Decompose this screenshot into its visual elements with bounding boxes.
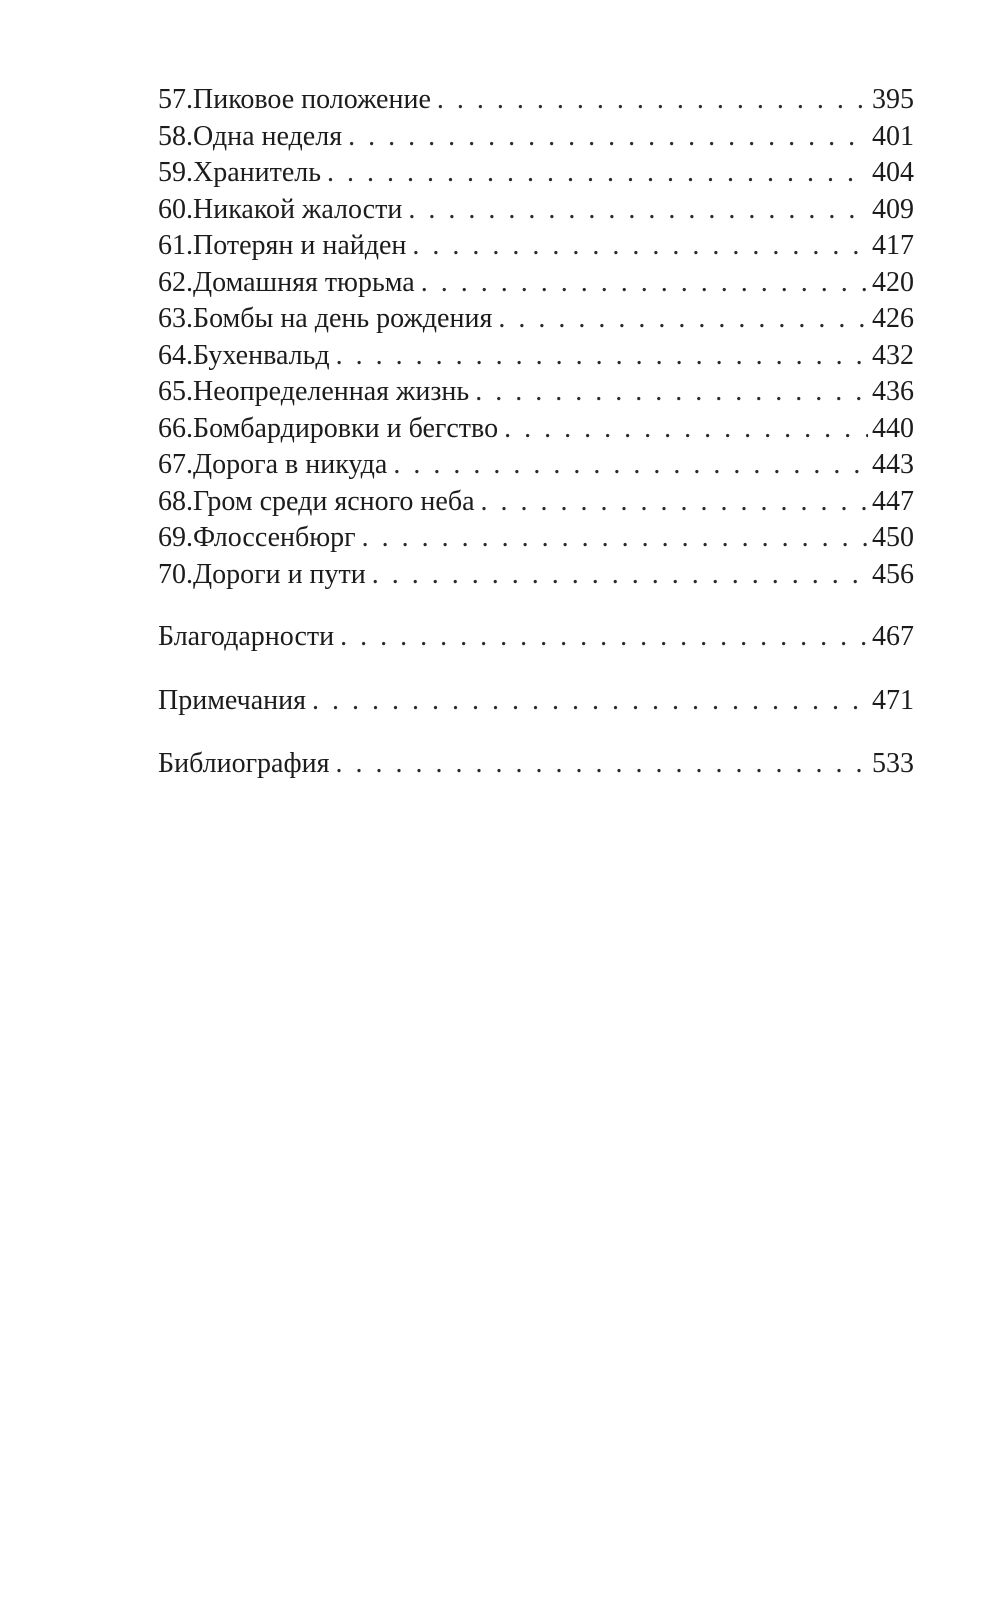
- chapter-title: Домашняя тюрьма: [193, 266, 415, 298]
- page-number: 440: [872, 412, 914, 444]
- toc-entry: [158, 119, 914, 156]
- chapter-number: 58.: [158, 120, 193, 152]
- chapter-title: Бомбы на день рождения: [193, 303, 493, 334]
- chapter-title: Пиковое положение: [193, 84, 431, 115]
- dot-leader: [481, 484, 869, 521]
- chapter-title: Потерян и найден: [193, 230, 407, 261]
- toc-entry: [158, 411, 914, 448]
- chapter-number: 67.: [158, 449, 193, 480]
- chapter-title: Дорога в никуда: [193, 449, 388, 480]
- toc-entry: [158, 484, 914, 521]
- dot-leader: [348, 119, 868, 156]
- dot-leader: [336, 746, 869, 783]
- chapter-title: Бухенвальд: [193, 339, 330, 371]
- dot-leader: [498, 301, 868, 338]
- dot-leader: [327, 155, 868, 192]
- chapter-title: Никакой жалости: [193, 193, 403, 225]
- section-title: Библиография: [158, 748, 330, 779]
- toc-entry-notes: [158, 683, 914, 720]
- page-number: 432: [872, 339, 914, 371]
- dot-leader: [340, 619, 868, 656]
- toc-entry: [158, 374, 914, 411]
- chapter-number: 57.: [158, 84, 193, 115]
- chapter-title: Гром среди ясного неба: [193, 485, 475, 517]
- section-title: Благодарности: [158, 621, 335, 652]
- page-number: 456: [872, 558, 914, 590]
- chapter-number: 62.: [158, 266, 193, 298]
- chapter-number: 63.: [158, 303, 193, 334]
- chapter-number: 64.: [158, 339, 193, 371]
- dot-leader: [475, 374, 868, 411]
- page-number: 447: [872, 485, 914, 517]
- toc-entry: [158, 228, 914, 265]
- dot-leader: [312, 683, 868, 720]
- toc-entry-acknowledgements: [158, 619, 914, 656]
- dot-leader: [362, 520, 868, 557]
- page-number: 467: [872, 621, 914, 652]
- dot-leader: [336, 338, 868, 375]
- page-number: 426: [872, 303, 914, 334]
- page-number: 471: [872, 684, 914, 716]
- dot-leader: [408, 192, 868, 229]
- chapter-number: 60.: [158, 193, 193, 225]
- dot-leader: [412, 228, 868, 265]
- chapter-list: [158, 82, 914, 593]
- chapter-number: 70.: [158, 558, 193, 590]
- page-number: 533: [872, 748, 914, 779]
- dot-leader: [437, 82, 868, 119]
- chapter-title: Неопределенная жизнь: [193, 376, 470, 407]
- page-number: 395: [872, 84, 914, 115]
- toc-entry: [158, 265, 914, 302]
- toc-entry: [158, 447, 914, 484]
- page-number: 404: [872, 157, 914, 188]
- chapter-number: 61.: [158, 230, 193, 261]
- toc-entry: [158, 520, 914, 557]
- dot-leader: [421, 265, 868, 302]
- section-title: Примечания: [158, 684, 307, 716]
- page-number: 450: [872, 522, 914, 553]
- page-number: 420: [872, 266, 914, 298]
- page-number: 417: [872, 230, 914, 261]
- table-of-contents: [158, 82, 914, 783]
- page-number: 401: [872, 120, 914, 152]
- chapter-number: 59.: [158, 157, 193, 188]
- dot-leader: [504, 411, 868, 448]
- toc-entry: [158, 338, 914, 375]
- chapter-number: 68.: [158, 485, 193, 517]
- chapter-number: 66.: [158, 412, 193, 444]
- page-number: 409: [872, 193, 914, 225]
- chapter-title: Одна неделя: [193, 120, 343, 152]
- dot-leader: [393, 447, 868, 484]
- chapter-title: Хранитель: [193, 157, 322, 188]
- chapter-title: Дороги и пути: [193, 558, 366, 590]
- toc-entry-bibliography: [158, 746, 914, 783]
- toc-entry: [158, 301, 914, 338]
- chapter-number: 69.: [158, 522, 193, 553]
- chapter-number: 65.: [158, 376, 193, 407]
- backmatter-list: [158, 619, 914, 783]
- page-number: 443: [872, 449, 914, 480]
- toc-entry: [158, 82, 914, 119]
- chapter-title: Флоссенбюрг: [193, 522, 356, 553]
- chapter-title: Бомбардировки и бегство: [193, 412, 499, 444]
- page-number: 436: [872, 376, 914, 407]
- toc-entry: [158, 192, 914, 229]
- toc-entry: [158, 155, 914, 192]
- dot-leader: [372, 557, 868, 594]
- toc-entry: [158, 557, 914, 594]
